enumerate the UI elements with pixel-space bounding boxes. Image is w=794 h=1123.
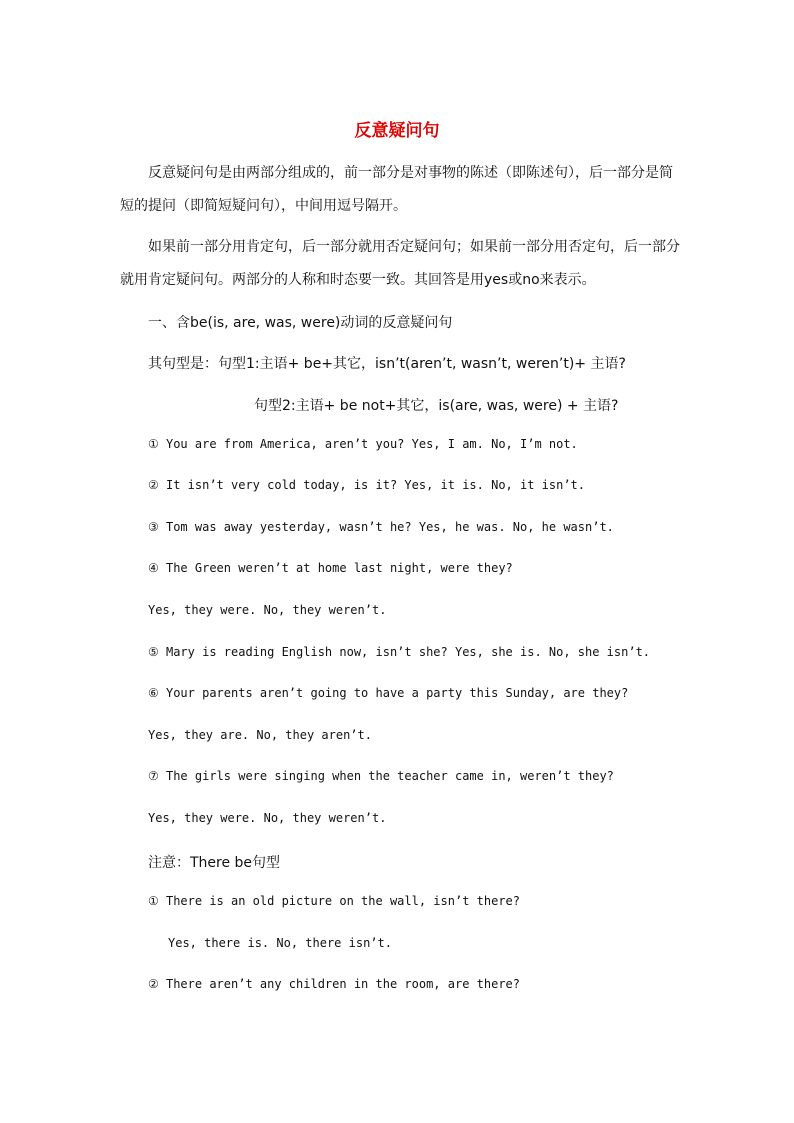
note-heading: 注意：There be句型 (148, 855, 281, 871)
example-line: ③ Tom was away yesterday, wasn’t he? Yes, he was. No, he wasn’t. (148, 520, 614, 534)
example-answer: Yes, they are. No, they aren’t. (148, 728, 372, 742)
example-answer: Yes, they were. No, they weren’t. (148, 603, 387, 617)
example-line: ⑥ Your parents aren’t going to have a party this Sunday, are they? (148, 686, 629, 700)
pattern-1: 其句型是：句型1:主语+ be+其它，isn’t(aren’t, wasn’t, weren’t)+ 主语? (148, 356, 626, 372)
there-example-answer: Yes, there is. No, there isn’t. (168, 936, 392, 950)
example-answer: Yes, they were. No, they weren’t. (148, 811, 387, 825)
pattern-2: 句型2:主语+ be not+其它，is(are, was, were) + 主语? (254, 398, 619, 414)
section-heading: 一、含be(is, are, was, were)动词的反意疑问句 (148, 315, 453, 331)
example-line: ④ The Green weren’t at home last night, were they? (148, 561, 513, 575)
example-line: ② It isn’t very cold today, is it? Yes, it is. No, it isn’t. (148, 478, 586, 492)
page-title: 反意疑问句 (354, 121, 440, 141)
rule-paragraph: 如果前一部分用肯定句，后一部分就用否定疑问句；如果前一部分用否定句，后一部分就用肯定疑问句。两部分的人称和时态要一致。其回答是用yes或no来表示。 (120, 239, 680, 288)
example-line: ① You are from America, aren’t you? Yes, I am. No, I’m not. (148, 437, 578, 451)
there-example-line: ② There aren’t any children in the room, are there? (148, 977, 520, 991)
there-example-line: ① There is an old picture on the wall, isn’t there? (148, 894, 520, 908)
intro-paragraph: 反意疑问句是由两部分组成的，前一部分是对事物的陈述（即陈述句），后一部分是简短的提问（即简短疑问句），中间用逗号隔开。 (120, 165, 673, 214)
example-line: ⑦ The girls were singing when the teacher came in, weren’t they? (148, 769, 614, 783)
example-line: ⑤ Mary is reading English now, isn’t she? Yes, she is. No, she isn’t. (148, 645, 651, 659)
